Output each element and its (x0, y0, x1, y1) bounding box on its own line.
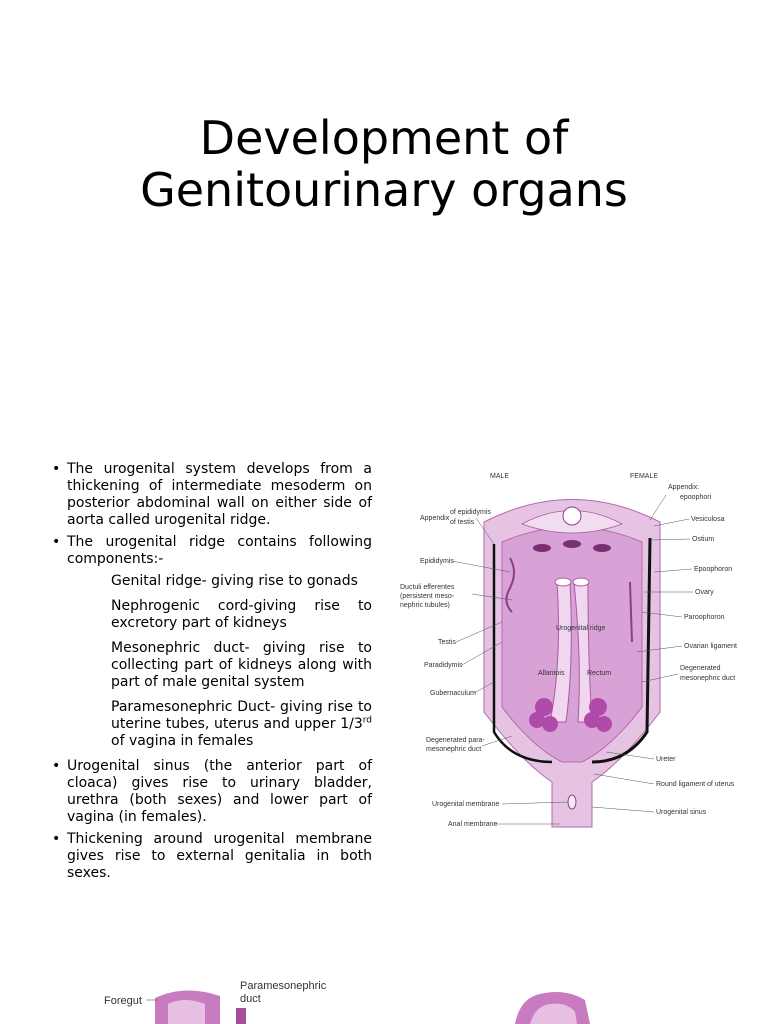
label-ovary: Ovary (695, 589, 714, 596)
sinus-mark (568, 795, 576, 809)
urogenital-diagram-svg (392, 462, 752, 830)
label-epoophoron: Epoophoron (694, 566, 733, 573)
ridge-top-left (555, 578, 571, 586)
urogenital-inner-shape (502, 527, 642, 762)
component-genital-ridge: Genital ridge- giving rise to gonads (111, 573, 358, 589)
urogenital-diagram (392, 462, 752, 830)
label-male: MALE (490, 473, 510, 480)
label-ductuli-efferentes: Ductuli efferentes (400, 584, 455, 591)
component-paramesonephric-text: Paramesonephric Duct- giving rise to uterine tubes, uterus and upper 1/3 (111, 699, 372, 732)
label-ostium: Ostium (692, 536, 715, 543)
component-paramesonephric-tail: of vagina in females (111, 733, 254, 749)
aorta-mark (563, 507, 581, 525)
label-foregut: Foregut (104, 995, 142, 1007)
ridge-top-right (573, 578, 589, 586)
label-female: FEMALE (630, 473, 659, 480)
vessel-center (563, 540, 581, 548)
label-paramesonephric: Paramesonephric (240, 980, 327, 992)
foregut-inner (168, 1000, 205, 1024)
label-mesonephric-duct-left: mesonephric duct (426, 746, 482, 753)
label-urogenital-ridge: Urogenital ridge (556, 625, 606, 632)
label-urogenital-membrane: Urogenital membrane (432, 801, 500, 808)
label-mesonephric-duct-right: mesonephric duct (680, 675, 736, 682)
bottom-right-figure (495, 978, 605, 1024)
title-line-2: Genitourinary organs (140, 163, 628, 217)
bullet-urogenital-ridge-text: The urogenital ridge contains following components:- (67, 534, 372, 567)
label-ductuli-tubules: nephric tubules) (400, 602, 450, 609)
label-ureter: Ureter (656, 756, 676, 763)
ordinal-superscript: rd (362, 715, 372, 726)
bullet-urogenital-ridge (52, 534, 372, 750)
label-epididymis: Epididymis (420, 558, 454, 565)
label-paramesonephric-duct: duct (240, 993, 261, 1005)
label-urogenital-sinus: Urogenital sinus (656, 809, 707, 816)
slide-title (0, 112, 768, 216)
bottom-right-figure-svg (495, 978, 605, 1024)
label-gubernaculum: Gubernaculum (430, 690, 476, 697)
label-ovarian-ligament: Ovarian ligament (684, 643, 737, 650)
label-epoophori: epoophori (680, 494, 712, 501)
paramesonephric-label-box (238, 978, 338, 1024)
paramesonephric-label-svg (238, 978, 338, 1024)
label-ductuli-persistent: (persistent meso- (400, 593, 455, 600)
label-appendix-of-testis: of testis (450, 519, 475, 526)
label-paroophoron: Paroophoron (684, 614, 725, 621)
bullet-urogenital-sinus: • Urogenital sinus (the anterior part of cloaca) gives rise to urinary bladder, urethra (both sexes) and lower part of vagina (in females). (52, 758, 372, 826)
bottom-left-figure (60, 978, 260, 1024)
label-degenerated-para: Degenerated para- (426, 737, 485, 744)
label-allantois: Allantois (538, 670, 565, 677)
label-rectum: Rectum (587, 670, 612, 677)
bottom-left-figure-svg (60, 978, 260, 1024)
label-anal-membrane: Anal membrane (448, 821, 498, 828)
bullet-external-genitalia: • Thickening around urogenital membrane gives rise to external genitalia in both sexes. (52, 831, 372, 882)
component-nephrogenic-cord: Nephrogenic cord-giving rise to excretory part of kidneys (111, 598, 372, 631)
component-list (67, 573, 372, 750)
label-degenerated-right: Degenerated (680, 665, 721, 672)
vessel-right (593, 544, 611, 552)
vessel-left (533, 544, 551, 552)
label-vesiculosa: Vesiculosa (691, 516, 725, 523)
title-line-1: Development of (199, 111, 569, 165)
bullet-list (52, 461, 372, 887)
label-appendix-epididymis: of epididymis (450, 509, 491, 516)
label-testis: Testis (438, 639, 456, 646)
label-appendix-right: Appendix: (668, 484, 700, 491)
label-appendix-testis: Appendix (420, 515, 450, 522)
label-paradidymis: Paradidymis (424, 662, 463, 669)
component-mesonephric-duct: Mesonephric duct- giving rise to collecting part of kidneys along with part of male genital system (111, 640, 372, 690)
label-round-ligament: Round ligament of uterus (656, 781, 735, 788)
component-paramesonephric-duct (111, 699, 372, 750)
bullet-urogenital-system: • The urogenital system develops from a thickening of intermediate mesoderm on posterior abdominal wall on either side of aorta called urogenital ridge. (52, 461, 372, 529)
